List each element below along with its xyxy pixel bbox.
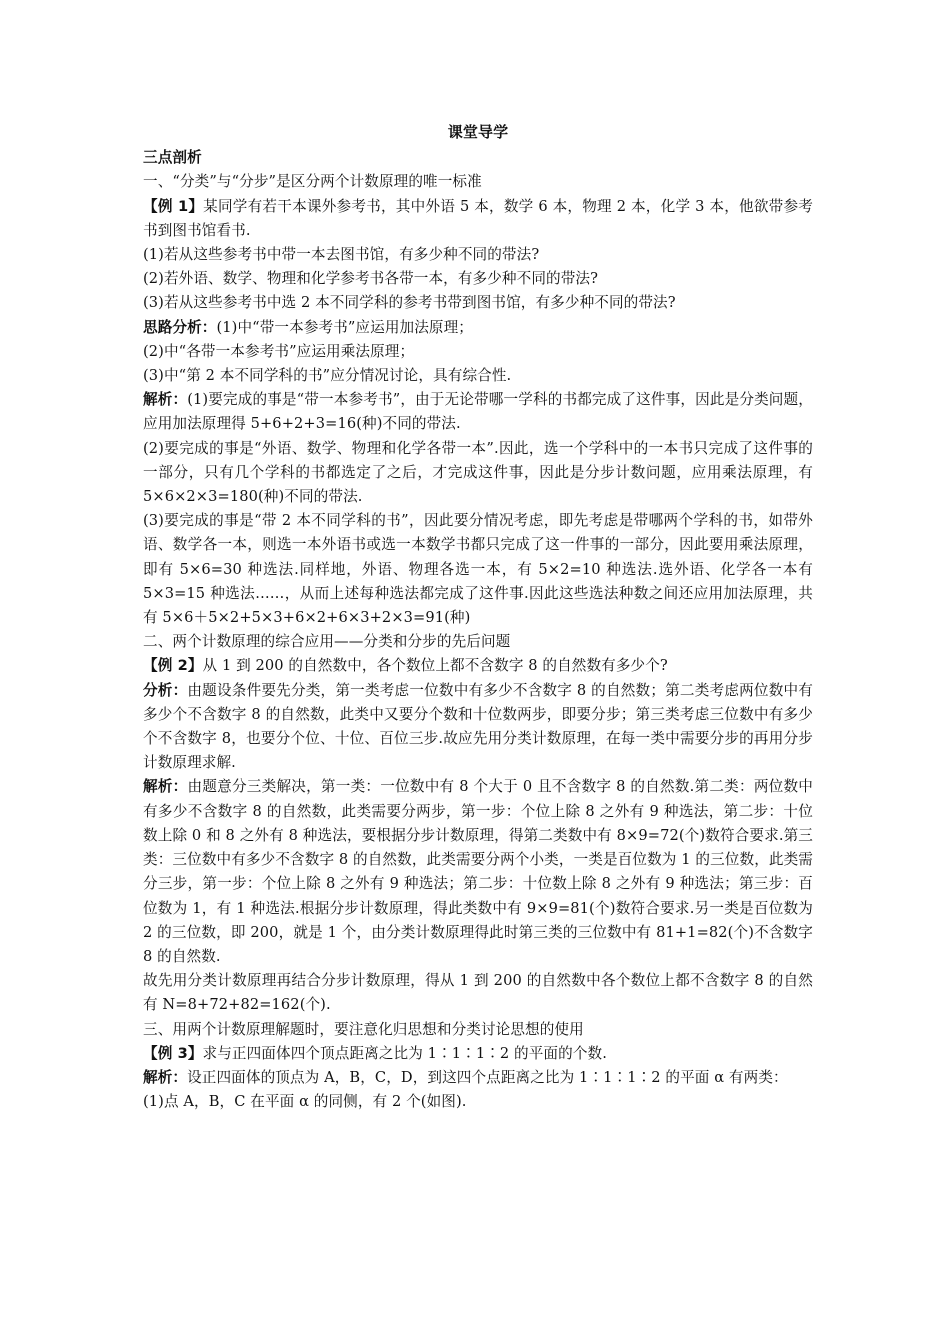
document-body (143, 120, 813, 1114)
example-1-text: 某同学有若干本课外参考书，其中外语 5 本，数学 6 本，物理 2 本，化学 3 本，他欲带参考书到图书馆看书. (143, 197, 813, 239)
example-1-question-2: (2)若外语、数学、物理和化学参考书各带一本，有多少种不同的带法? (143, 270, 599, 288)
solution-label: 解析： (143, 391, 188, 409)
heading-point-2: 二、两个计数原理的综合应用——分类和分步的先后问题 (143, 633, 511, 651)
example-3-text: 求与正四面体四个顶点距离之比为 1∶1∶1∶2 的平面的个数. (202, 1044, 607, 1062)
solution-2: (2)要完成的事是“外语、数学、物理和化学各带一本”.因此，选一个学科中的一本书只完成了这件事的一部分，只有几个学科的书都选定了之后，才完成这件事，因此是分步计数问题，应用乘法原理，有 5×6×2×3=180(种)不同的带法. (143, 439, 813, 506)
solution-5-text: 设正四面体的顶点为 A，B，C，D，到这四个点距离之比为 1∶1∶1∶2 的平面 α 有两类： (187, 1068, 788, 1086)
solution-1 (143, 388, 813, 436)
example-1-question-3: (3)若从这些参考书中选 2 本不同学科的参考书带到图书馆，有多少种不同的带法? (143, 294, 676, 312)
example-3 (143, 1042, 813, 1066)
solution-label: 解析： (143, 778, 188, 796)
solution-4-text: 由题意分三类解决，第一类：一位数中有 8 个大于 0 且不含数字 8 的自然数.第二类：两位数中有多少不含数字 8 的自然数，此类需要分两步，第一步：个位上除 8 之外有 9 种选法，第二步：十位数上除 0 和 8 之外有 8 种选法，要根据分步计数原理，得第二类数中有 8×9=72(个)数符合要求.第三类：三位数中有多少不含数字 8 的自然数，此类需要分两个小类，一类是百位数为 1 的三位数，此类需分三步，第一步：个位上除 8 之外有 9 种选法；第二步：十位数上除 8 之外有 9 种选法；第三步：百位数为 1，有 1 种选法.根据分步计数原理，得此类数中有 9×9=81(个)数符合要求.另一类是百位数为 2 的三位数，即 200，就是 1 个，由分类计数原理得此时第三类的三位数中有 81+1=82(个)不含数字 8 的自然数. (143, 778, 813, 965)
idea-analysis-1 (143, 316, 813, 340)
heading-point-3: 三、用两个计数原理解题时，要注意化归思想和分类讨论思想的使用 (143, 1020, 584, 1038)
solution-1-text: (1)要完成的事是“带一本参考书”，由于无论带哪一学科的书都完成了这件事，因此是分类问题，应用加法原理得 5+6+2+3=16(种)不同的带法. (143, 391, 813, 433)
idea-analysis-3: (3)中“第 2 本不同学科的书”应分情况讨论，具有综合性. (143, 367, 512, 385)
heading-point-1: 一、“分类”与“分步”是区分两个计数原理的唯一标准 (143, 173, 482, 191)
analysis-2 (143, 679, 813, 776)
analysis-2-text: 由题设条件要先分类，第一类考虑一位数中有多少不含数字 8 的自然数；第二类考虑两位数中有多少个不含数字 8 的自然数，此类中又要分个数和十位数两步，即要分步；第三类考虑三位数中有多少个不含数字 8，也要分个位、十位、百位三步.故应先用分类计数原理，在每一类中需要分步的再用分步计数原理求解. (143, 681, 813, 772)
example-3-label: 【例 3】 (143, 1044, 203, 1062)
analysis-label: 分析： (143, 681, 188, 699)
page-title: 课堂导学 (447, 123, 509, 141)
solution-4-conclusion: 故先用分类计数原理再结合分步计数原理，得从 1 到 200 的自然数中各个数位上都不含数字 8 的自然有 N=8+72+82=162(个). (143, 972, 813, 1014)
solution-3: (3)要完成的事是“带 2 本不同学科的书”，因此要分情况考虑，即先考虑是带哪两个学科的书，如带外语、数学各一本，则选一本外语书或选一本数学书都只完成了这一件事的一部分，因此要用乘法原理，即有 5×6=30 种选法.同样地，外语、物理各选一本，有 5×2=10 种选法.选外语、化学各一本有 5×3=15 种选法……，从而上述每种选法都完成了这件事.因此这些选法种数之间还应用加法原理，共有 5×6＋5×2+5×3+6×2+6×3+2×3=91(种) (143, 512, 813, 627)
example-2 (143, 654, 813, 678)
idea-analysis-label: 思路分析： (143, 318, 217, 336)
example-1-label: 【例 1】 (143, 197, 204, 215)
solution-label: 解析： (143, 1068, 188, 1086)
example-2-label: 【例 2】 (143, 657, 203, 675)
solution-5 (143, 1066, 813, 1090)
idea-analysis-2: (2)中“各带一本参考书”应运用乘法原理； (143, 342, 415, 360)
solution-4 (143, 775, 813, 969)
section-heading: 三点剖析 (143, 149, 202, 167)
solution-5-case-1: (1)点 A，B，C 在平面 α 的同侧，有 2 个(如图). (143, 1093, 467, 1111)
example-1 (143, 195, 813, 243)
idea-analysis-text-1: (1)中“带一本参考书”应运用加法原理； (216, 318, 473, 336)
example-2-text: 从 1 到 200 的自然数中，各个数位上都不含数字 8 的自然数有多少个? (202, 657, 668, 675)
example-1-question-1: (1)若从这些参考书中带一本去图书馆，有多少种不同的带法? (143, 246, 540, 264)
